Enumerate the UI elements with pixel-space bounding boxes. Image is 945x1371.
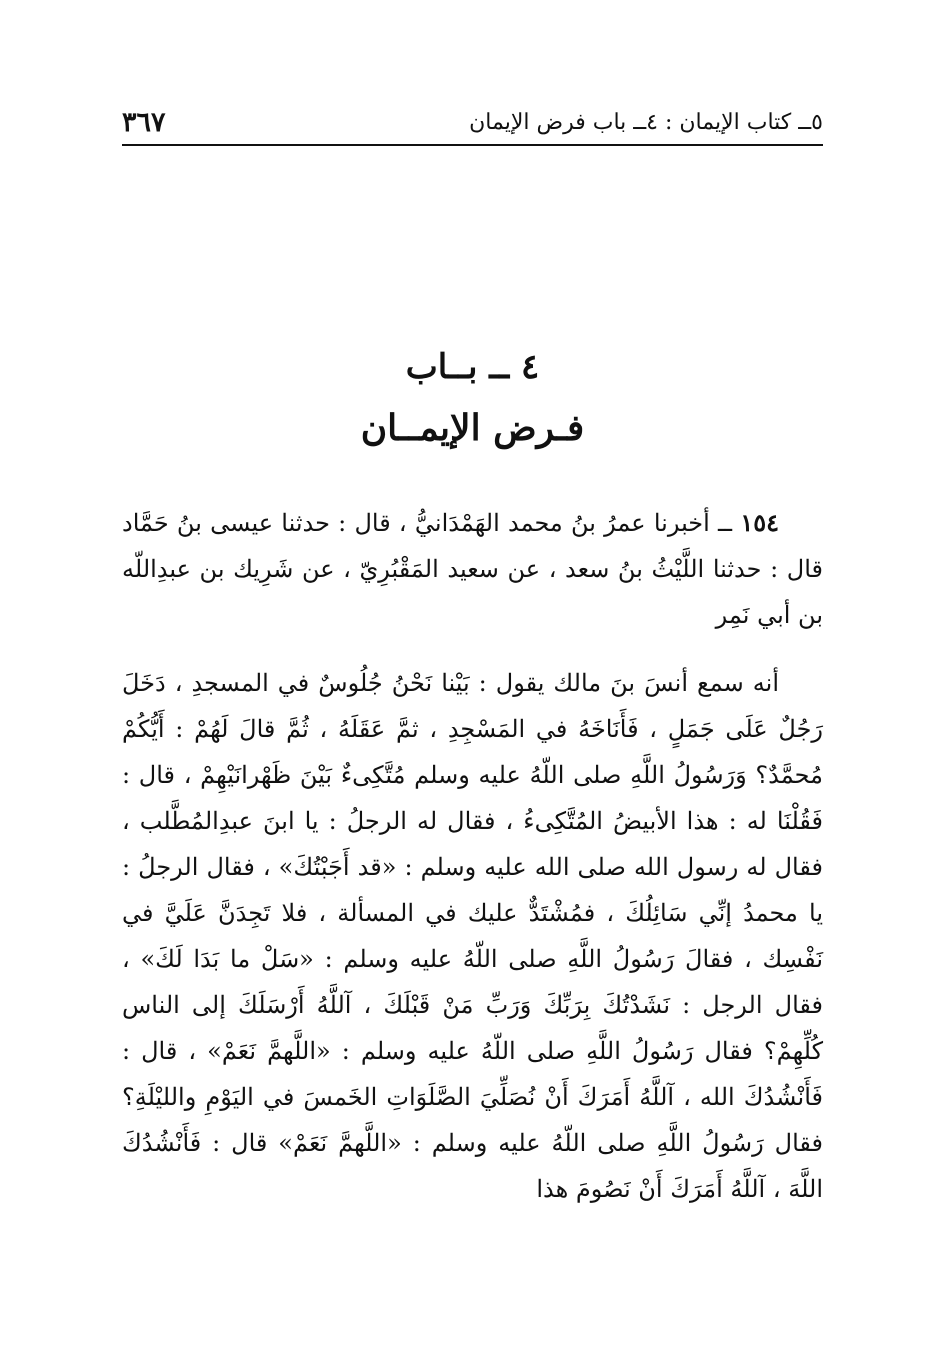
hadith-text [122, 500, 823, 1212]
chapter-heading [122, 338, 823, 460]
chapter-number: ٤ ــ بــاب [405, 347, 540, 387]
page-number: ٣٦٧ [122, 106, 166, 138]
running-head [122, 100, 823, 146]
hadith-isnad-paragraph [122, 500, 823, 638]
running-head-title: ٥ــ كتاب الإيمان : ٤ــ باب فرض الإيمان [469, 109, 823, 135]
hadith-number: ١٥٤ [740, 508, 779, 537]
chapter-title: فـرض الإيمــان [360, 407, 585, 449]
hadith-matn: أنه سمع أنسَ بنَ مالك يقول : بَيْنا نَحْنُ جُلُوسٌ في المسجدِ ، دَخَلَ رَجُلٌ عَلَى جَمَلٍ ، فَأَنَاخَهُ في المَسْجِدِ ، ثمَّ عَقَلَهُ ، ثُمَّ قالَ لَهُمْ : أَيُّكُمْ مُحمَّدٌ؟ وَرَسُولُ اللَّهِ صلى اللّهُ عليه وسلم مُتَّكِىءٌ بَيْنَ ظَهْرانَيْهِمْ ، قال : فَقُلْنَا له : هذا الأبيضُ المُتَّكِىءُ ، فقال له الرجلُ : يا ابنَ عبدِالمُطَّلب ، فقال له رسول الله صلى الله عليه وسلم : «قد أَجَبْتُكَ» ، فقال الرجلُ : يا محمدُ إنِّي سَائِلُكَ ، فمُشْتَدٌّ عليك في المسألة ، فلا تَجِدَنَّ عَلَيَّ في نَفْسِك ، فقالَ رَسُولُ اللَّهِ صلى اللّهُ عليه وسلم : «سَلْ ما بَدَا لَكَ» ، فقال الرجل : نَشَدْتُكَ بِرَبِّكَ وَرَبِّ مَنْ قَبْلَكَ ، آللَّهُ أَرْسَلَكَ إلى الناس كُلِّهِمْ؟ فقال رَسُولُ اللَّهِ صلى اللّهُ عليه وسلم : «اللَّهمَّ نَعَمْ» ، قال : فَأَنْشُدُكَ الله ، آللَّهُ أَمَرَكَ أَنْ نُصَلِّيَ الصَّلَوَاتِ الخَمسَ في اليَوْمِ والليْلَةِ؟ فقال رَسُولُ اللَّهِ صلى اللّهُ عليه وسلم : «اللَّهمَّ نَعَمْ» قال : فَأَنْشُدُكَ اللَّهَ ، آللَّهُ أَمَرَكَ أَنْ نَصُومَ هذا [122, 669, 823, 1203]
hadith-isnad: ــ أخبرنا عمرُ بنُ محمد الهَمْدَانيُّ ، قال : حدثنا عيسى بنُ حَمَّاد قال : حدثنا اللَّيْثُ بنُ سعد ، عن سعيد المَقْبُرِيّ ، عن شَرِيك بن عبدِاللّه بن أبي نَمِر [122, 509, 823, 629]
